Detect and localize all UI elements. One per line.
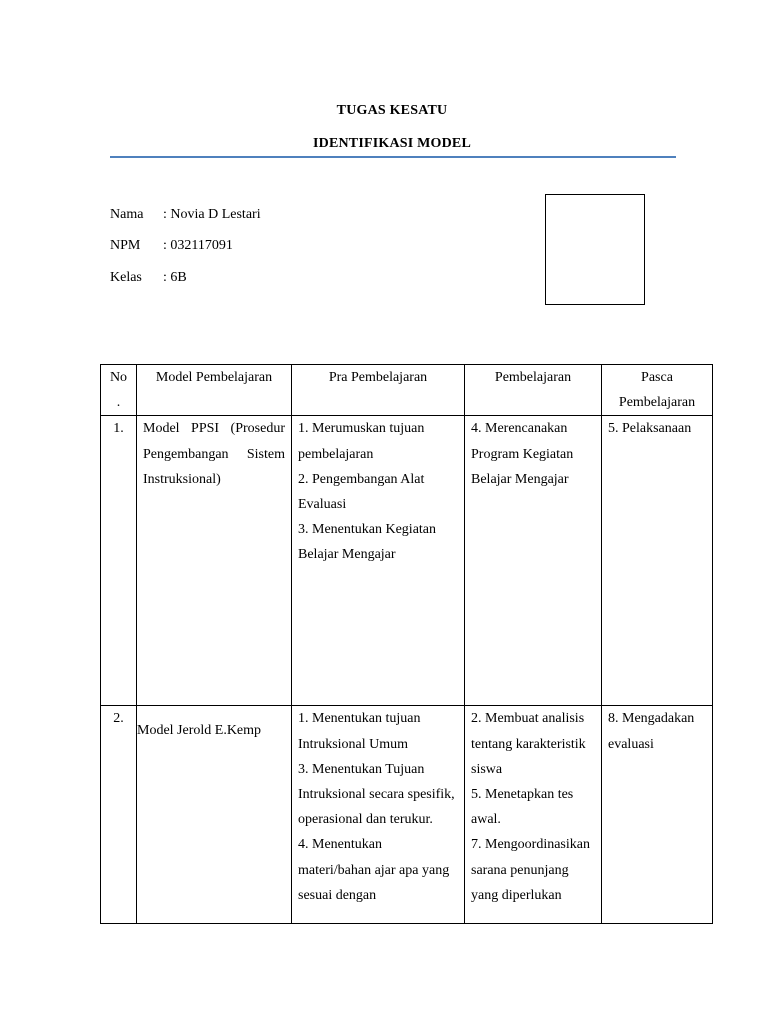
table-row [101,706,713,924]
row-pembelajaran: 2. Membuat analisis tentang karakteristik siswa 5. Menetapkan tes awal. 7. Mengoordinasikan sarana penunjang yang diperlukan [465,706,602,924]
info-label: Kelas [110,270,142,285]
info-label: Nama [110,207,144,222]
table-row [101,416,713,706]
row-pembelajaran: 4. Merencanakan Program Kegiatan Belajar Mengajar [465,416,602,706]
info-label: NPM [110,238,141,253]
info-value: : 6B [163,270,187,285]
info-row-kelas [110,270,187,286]
row-model: Model Jerold E.Kemp [137,706,292,924]
header-pasca: Pasca Pembelajaran [602,365,713,416]
row-pra: 1. Merumuskan tujuan pembelajaran 2. Pengembangan Alat Evaluasi 3. Menentukan Kegiatan Belajar Mengajar [292,416,465,706]
info-row-nama [110,207,261,223]
info-row-npm [110,238,233,254]
row-number: 2. [101,706,137,924]
document-subtitle: IDENTIFIKASI MODEL [312,136,472,151]
model-table [100,364,713,924]
header-no: No . [101,365,137,416]
document-title: TUGAS KESATU [336,103,448,118]
row-pasca: 5. Pelaksanaan [602,416,713,706]
header-model: Model Pembelajaran [137,365,292,416]
row-number: 1. [101,416,137,706]
title-divider [110,156,676,158]
info-value: : 032117091 [163,238,233,253]
info-value: : Novia D Lestari [163,207,261,222]
row-pasca: 8. Mengadakan evaluasi [602,706,713,924]
header-pra: Pra Pembelajaran [292,365,465,416]
row-model: Model PPSI (Prosedur Pengembangan Sistem Instruksional) [137,416,292,706]
table-header-row [101,365,713,416]
header-pembelajaran: Pembelajaran [465,365,602,416]
row-pra: 1. Menentukan tujuan Intruksional Umum 3. Menentukan Tujuan Intruksional secara spesifik, operasional dan terukur. 4. Menentukan materi/bahan ajar apa yang sesuai dengan [292,706,465,924]
photo-placeholder [545,194,645,305]
